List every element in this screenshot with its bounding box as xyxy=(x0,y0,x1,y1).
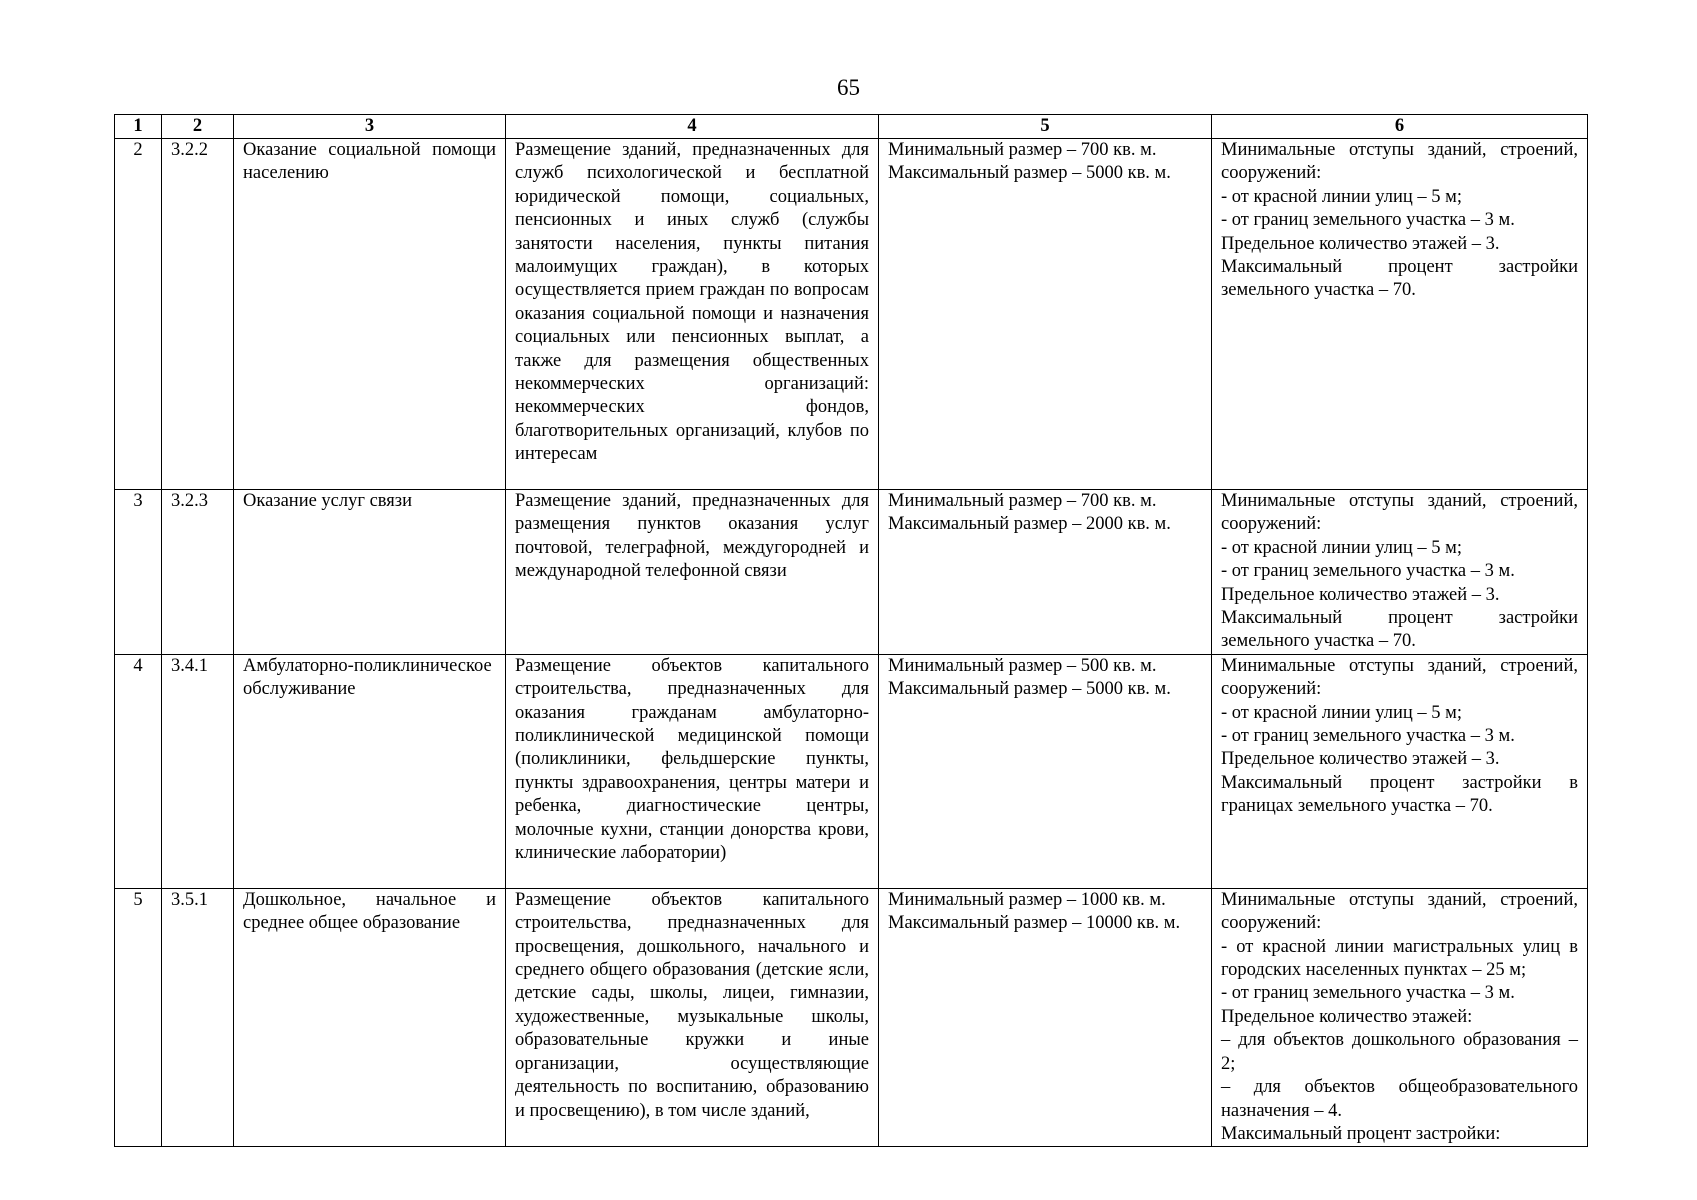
row-number: 2 xyxy=(115,139,162,490)
land-use-code: 3.5.1 xyxy=(162,888,234,1146)
plot-size-limits: Минимальный размер – 700 кв. м. Максимальный размер – 2000 кв. м. xyxy=(879,490,1212,655)
land-use-description: Размещение зданий, предназначенных для служб психологической и бесплатной юридической помощи, социальных, пенсионных и иных служб (службы занятости населения, пункты питания малоимущих граждан), в которых осуществляется прием граждан по вопросам оказания социальной помощи и назначения социальных или пенсионных выплат, а также для размещения общественных некоммерческих организаций: некоммерческих фондов, благотворительных организаций, клубов по интересам xyxy=(506,139,879,490)
land-use-name: Дошкольное, начальное и среднее общее образование xyxy=(234,888,506,1146)
building-parameters: Минимальные отступы зданий, строений, сооружений: - от красной линии улиц – 5 м; - от границ земельного участка – 3 м. Предельное количество этажей – 3. Максимальный процент застройки земельного участка – 70. xyxy=(1212,139,1588,490)
plot-size-limits: Минимальный размер – 700 кв. м. Максимальный размер – 5000 кв. м. xyxy=(879,139,1212,490)
land-use-name: Оказание услуг связи xyxy=(234,490,506,655)
land-use-code: 3.4.1 xyxy=(162,654,234,888)
table-row xyxy=(115,654,1588,888)
building-parameters: Минимальные отступы зданий, строений, сооружений: - от красной линии улиц – 5 м; - от границ земельного участка – 3 м. Предельное количество этажей – 3. Максимальный процент застройки в границах земельного участка – 70. xyxy=(1212,654,1588,888)
plot-size-limits: Минимальный размер – 500 кв. м. Максимальный размер – 5000 кв. м. xyxy=(879,654,1212,888)
land-use-description: Размещение объектов капитального строительства, предназначенных для оказания гражданам амбулаторно-поликлинической медицинской помощи (поликлиники, фельдшерские пункты, пункты здравоохранения, центры матери и ребенка, диагностические центры, молочные кухни, станции донорства крови, клинические лаборатории) xyxy=(506,654,879,888)
header-col-3: 3 xyxy=(234,115,506,139)
header-col-5: 5 xyxy=(879,115,1212,139)
land-use-code: 3.2.3 xyxy=(162,490,234,655)
page-number: 65 xyxy=(837,75,860,100)
building-parameters: Минимальные отступы зданий, строений, сооружений: - от красной линии магистральных улиц в городских населенных пунктах – 25 м; - от границ земельного участка – 3 м. Предельное количество этажей: – для объектов дошкольного образования – 2; – для объектов общеобразовательного назначения – 4. Максимальный процент застройки: xyxy=(1212,888,1588,1146)
header-col-6: 6 xyxy=(1212,115,1588,139)
header-col-2: 2 xyxy=(162,115,234,139)
plot-size-limits: Минимальный размер – 1000 кв. м. Максимальный размер – 10000 кв. м. xyxy=(879,888,1212,1146)
table-row xyxy=(115,888,1588,1146)
land-use-name: Оказание социальной помощи населению xyxy=(234,139,506,490)
land-use-description: Размещение объектов капитального строительства, предназначенных для просвещения, дошкольного, начального и среднего общего образования (детские ясли, детские сады, школы, лицеи, гимназии, художественные, музыкальные школы, образовательные кружки и иные организации, осуществляющие деятельность по воспитанию, образованию и просвещению), в том числе зданий, xyxy=(506,888,879,1146)
land-use-description: Размещение зданий, предназначенных для размещения пунктов оказания услуг почтовой, телеграфной, междугородней и международной телефонной связи xyxy=(506,490,879,655)
row-number: 3 xyxy=(115,490,162,655)
header-row xyxy=(115,115,1588,139)
land-use-code: 3.2.2 xyxy=(162,139,234,490)
table-row xyxy=(115,490,1588,655)
land-use-name: Амбулаторно-поликлиническое обслуживание xyxy=(234,654,506,888)
building-parameters: Минимальные отступы зданий, строений, сооружений: - от красной линии улиц – 5 м; - от границ земельного участка – 3 м. Предельное количество этажей – 3. Максимальный процент застройки земельного участка – 70. xyxy=(1212,490,1588,655)
table-row xyxy=(115,139,1588,490)
header-col-4: 4 xyxy=(506,115,879,139)
row-number: 5 xyxy=(115,888,162,1146)
header-col-1: 1 xyxy=(115,115,162,139)
row-number: 4 xyxy=(115,654,162,888)
zoning-table xyxy=(114,114,1588,1147)
